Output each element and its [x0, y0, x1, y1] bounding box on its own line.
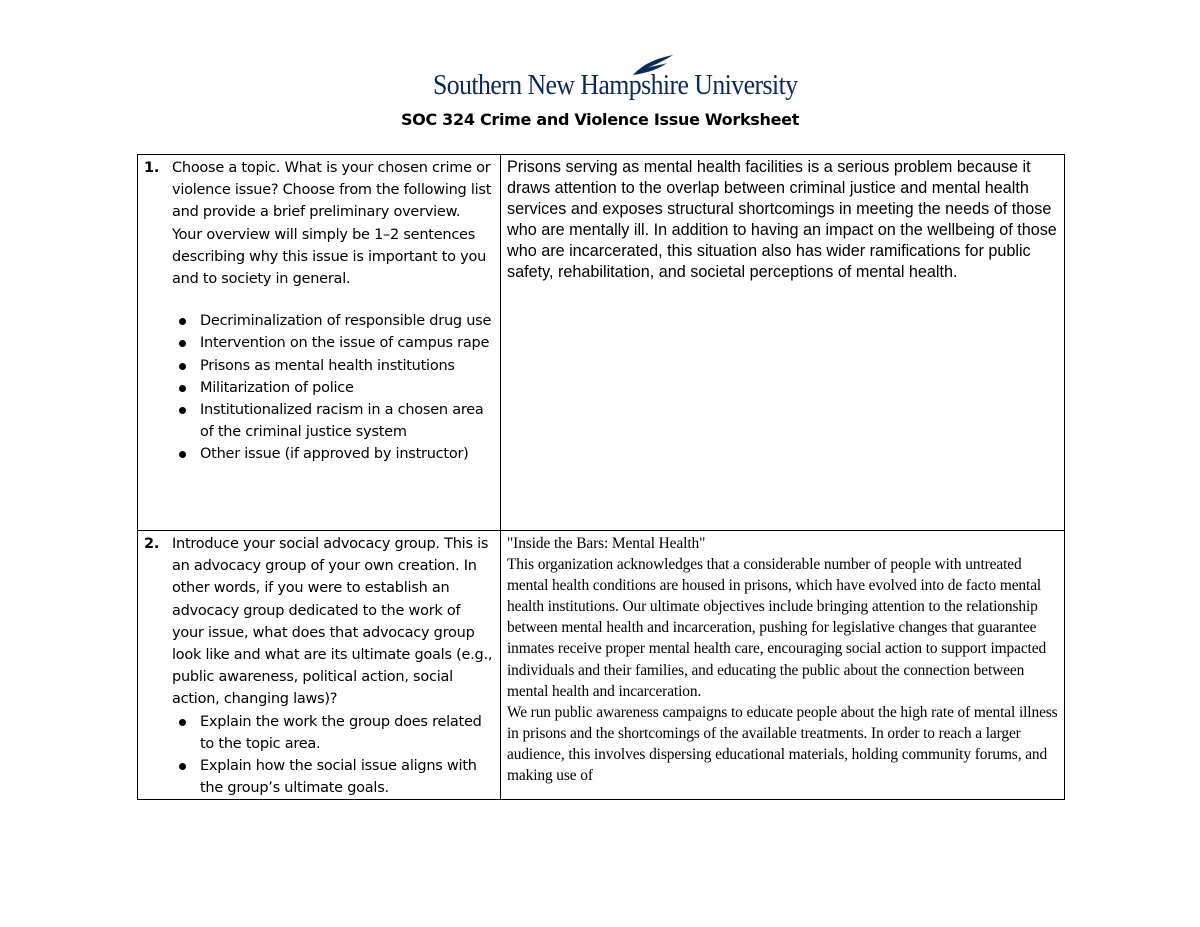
question-cell — [138, 155, 501, 531]
list-item: Militarization of police — [144, 377, 494, 399]
answer-cell[interactable] — [501, 531, 1065, 800]
answer-paragraph: We run public awareness campaigns to educate people about the high rate of mental illness in prisons and the shortcomings of the available treatments. In order to reach a larger audience, this involves dispersing educational materials, holding community forums, and making use of — [507, 703, 1058, 785]
instruction-list — [144, 711, 494, 800]
answer-text: Prisons serving as mental health facilities is a serious problem because it draws attention to the overlap between criminal justice and mental health services and exposes structural shortcomings in meeting the needs of those who are mentally ill. In addition to having an impact on the wellbeing of those who are incarcerated, this situation also has wider ramifications for public safety, rehabilitation, and societal perceptions of mental health. — [507, 158, 1057, 282]
question-prompt: Introduce your social advocacy group. This is an advocacy group of your own creation. In other words, if you were to establish an advocacy group dedicated to the work of your issue, what does that advocacy group look like and what are its ultimate goals (e.g., public awareness, political action, social action, changing laws)? — [172, 536, 493, 708]
advocacy-group-name: "Inside the Bars: Mental Health" — [507, 535, 706, 552]
question-number: 2. — [144, 536, 160, 552]
quill-icon — [631, 54, 675, 76]
worksheet-table — [137, 154, 1065, 800]
list-item: Prisons as mental health institutions — [144, 355, 494, 377]
list-item: Explain how the social issue aligns with the group’s ultimate goals. — [144, 755, 494, 799]
university-logo-text: Southern New Hampshire University — [433, 70, 798, 101]
list-item: Intervention on the issue of campus rape — [144, 332, 494, 354]
table-row — [138, 531, 1065, 800]
list-item: Decriminalization of responsible drug use — [144, 310, 494, 332]
answer-paragraph: This organization acknowledges that a considerable number of people with untreated mental health conditions are housed in prisons, which have evolved into de facto mental health institutions. Our ultimate objectives include bringing attention to the relationship between mental health and incarceration, pushing for legislative changes that guarantee inmates receive proper mental health care, encouraging social action to support impacted individuals and their families, and educating the public about the connection between mental health and incarceration. — [507, 556, 1047, 700]
list-item: Institutionalized racism in a chosen area of the criminal justice system — [144, 399, 494, 443]
answer-cell[interactable] — [501, 155, 1065, 531]
question-number: 1. — [144, 160, 160, 176]
university-logo — [433, 54, 798, 104]
question-cell — [138, 531, 501, 800]
list-item: Explain the work the group does related to the topic area. — [144, 711, 494, 755]
topic-list — [144, 310, 494, 465]
question-prompt: Choose a topic. What is your chosen crime or violence issue? Choose from the following list and provide a brief preliminary overview. Your overview will simply be 1–2 sentences describing why this issue is important to you and to society in general. — [172, 160, 492, 288]
table-row — [138, 155, 1065, 531]
list-item: Other issue (if approved by instructor) — [144, 443, 494, 465]
document-title: SOC 324 Crime and Violence Issue Worksheet — [400, 110, 800, 129]
